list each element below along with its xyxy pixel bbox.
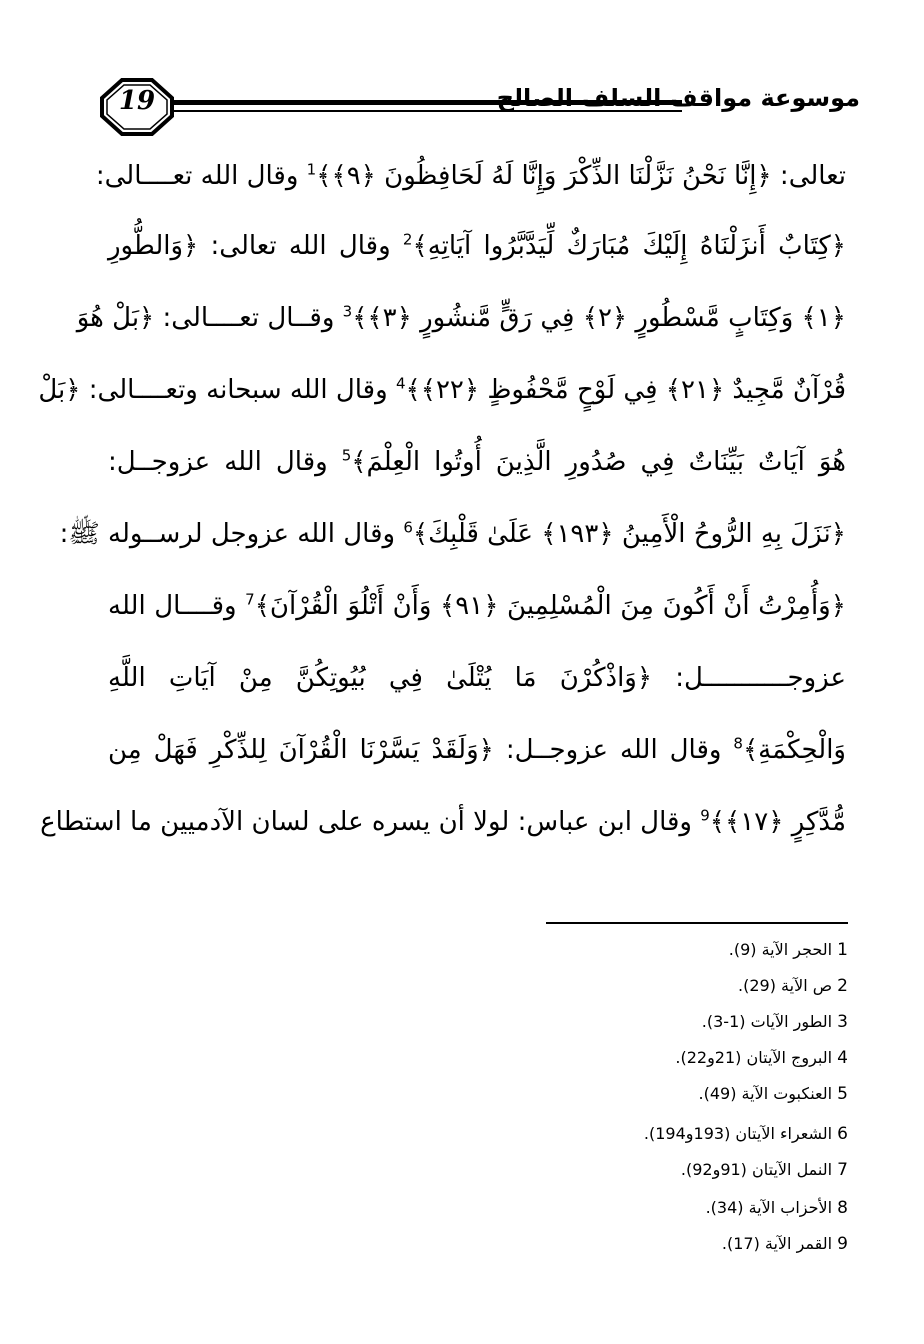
- page-number-badge: [100, 78, 174, 136]
- footnote: 8 الأحزاب الآية (34).: [705, 1198, 848, 1218]
- footnote: 5 العنكبوت الآية (49).: [698, 1084, 848, 1104]
- footnote: 9 القمر الآية (17).: [721, 1234, 848, 1254]
- page-number: 19: [118, 86, 156, 116]
- footnote-separator: [546, 922, 848, 924]
- body-line: تعالى: ﴿إِنَّا نَحْنُ نَزَّلْنَا الذِّكْرَ وَإِنَّا لَهُ لَحَافِظُونَ ﴿٩﴾﴾$^1$ وقال الله تعــــالى:: [95, 160, 846, 191]
- footnote: 6 الشعراء الآيتان (193و194).: [643, 1124, 848, 1144]
- series-title: موسوعة مواقف السلف الصالح: [496, 84, 860, 112]
- footnote: 3 الطور الآيات (1-3).: [701, 1012, 848, 1032]
- body-line: ﴿كِتَابٌ أَنزَلْنَاهُ إِلَيْكَ مُبَارَكٌ لِّيَدَّبَّرُوا آيَاتِهِ﴾$^2$ وقال الله تعالى: ﴿وَالطُّورِ: [108, 230, 846, 261]
- body-line: ﴿نَزَلَ بِهِ الرُّوحُ الْأَمِينُ ﴿١٩٣﴾ عَلَىٰ قَلْبِكَ﴾$^6$ وقال الله عزوجل لرســوله ﷺ:: [59, 518, 846, 549]
- body-line: قُرْآنٌ مَّجِيدٌ ﴿٢١﴾ فِي لَوْحٍ مَّحْفُوظٍ ﴿٢٢﴾﴾$^4$ وقال الله سبحانه وتعــــالى: ﴿بَلْ: [38, 374, 846, 405]
- body-line: ﴿١﴾ وَكِتَابٍ مَّسْطُورٍ ﴿٢﴾ فِي رَقٍّ مَّنشُورٍ ﴿٣﴾﴾$^3$ وقــال تعــــالى: ﴿بَلْ هُوَ: [76, 302, 846, 333]
- body-line: عزوجـــــــــــل: ﴿وَاذْكُرْنَ مَا يُتْلَىٰ فِي بُيُوتِكُنَّ مِنْ آيَاتِ اللَّهِ: [108, 663, 846, 693]
- body-line: مُّدَّكِرٍ ﴿١٧﴾﴾$^9$ وقال ابن عباس: لولا أن يسره على لسان الآدميين ما استطاع: [40, 806, 846, 837]
- footnote: 7 النمل الآيتان (91و92).: [680, 1160, 848, 1180]
- footnote: 1 الحجر الآية (9).: [728, 940, 848, 960]
- body-line: ﴿وَأُمِرْتُ أَنْ أَكُونَ مِنَ الْمُسْلِمِينَ ﴿٩١﴾ وَأَنْ أَتْلُوَ الْقُرْآنَ﴾$^7$ وقــــال الله: [108, 590, 846, 621]
- footnote: 2 ص الآية (29).: [738, 976, 848, 996]
- footnote: 4 البروج الآيتان (21و22).: [675, 1048, 848, 1068]
- page-header: [100, 78, 860, 136]
- body-line: وَالْحِكْمَةِ﴾$^8$ وقال الله عزوجــل: ﴿وَلَقَدْ يَسَّرْنَا الْقُرْآنَ لِلذِّكْرِ فَهَلْ مِن: [108, 734, 846, 765]
- body-line: هُوَ آيَاتٌ بَيِّنَاتٌ فِي صُدُورِ الَّذِينَ أُوتُوا الْعِلْمَ﴾$^5$ وقال الله عزوجــل:: [108, 446, 846, 477]
